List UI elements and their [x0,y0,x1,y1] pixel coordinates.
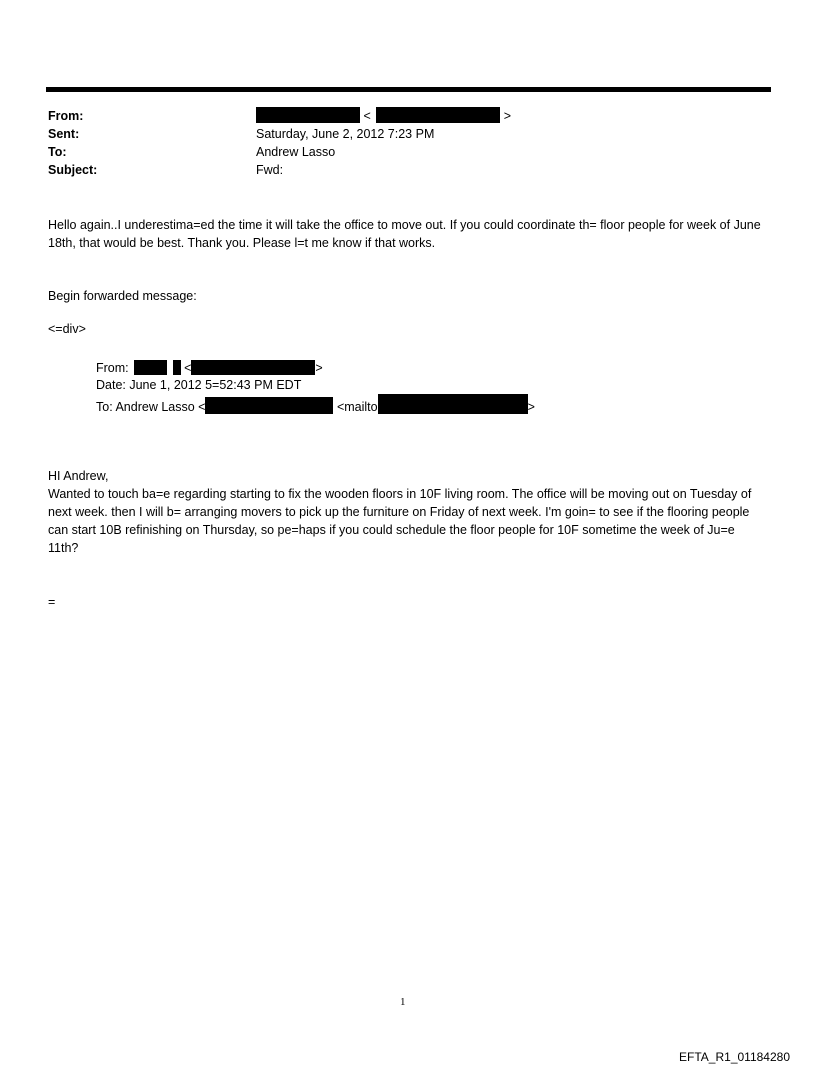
message-trailer: = [48,595,56,609]
subject-label: Subject: [48,163,98,177]
to-label: To: [48,145,67,159]
redaction-block [376,107,500,123]
sent-label: Sent: [48,127,80,141]
forwarded-from-label: From: [96,361,129,375]
forwarded-from-close-bracket: > [315,361,323,375]
forwarded-from-open-bracket: < [184,361,192,375]
forwarded-to-prefix: To: Andrew Lasso < [96,400,206,414]
forwarded-from-line [96,360,323,377]
document-id: EFTA_R1_01184280 [679,1050,790,1064]
message-body: Wanted to touch ba=e regarding starting to fix the wooden floors in 10F living room. The office will be moving out on Tuesday of next week. then I will b= arranging movers to pick up the furniture on Friday of next week. I'm goin= to see if the flooring people can start 10B refinishing on Thursday, so pe=haps if you could schedule the floor people for 10F sometime the week of Ju=e 11th? [48,487,752,555]
redaction-block [191,360,315,375]
intro-paragraph: Hello again..I underestima=ed the time it will take the office to move out. If you could coordinate th= floor people for week of June 18th, that would be best. Thank you. Please l=t me know if that works. [48,218,761,250]
redaction-block [173,360,181,375]
forwarded-to-line [96,394,535,416]
from-close-bracket: > [503,109,512,123]
to-value: Andrew Lasso [256,145,336,159]
forwarded-mailto: <mailto [336,400,378,414]
div-tag-line: <=div> [48,322,86,336]
from-label: From: [48,109,84,123]
header-rule [46,87,771,92]
redaction-block [134,360,167,375]
subject-value: Fwd: [256,163,284,177]
message-greeting: HI Andrew, [48,469,109,483]
begin-forwarded-line: Begin forwarded message: [48,289,197,303]
sent-value: Saturday, June 2, 2012 7:23 PM [256,127,435,141]
page-number: 1 [400,996,406,1008]
redaction-block [205,397,333,414]
from-value [256,107,511,125]
from-open-bracket: < [363,109,371,123]
forwarded-date-line: Date: June 1, 2012 5=52:43 PM EDT [96,378,302,392]
forwarded-to-close-bracket: > [527,400,535,414]
redaction-block [378,394,528,414]
redaction-block [256,107,360,123]
